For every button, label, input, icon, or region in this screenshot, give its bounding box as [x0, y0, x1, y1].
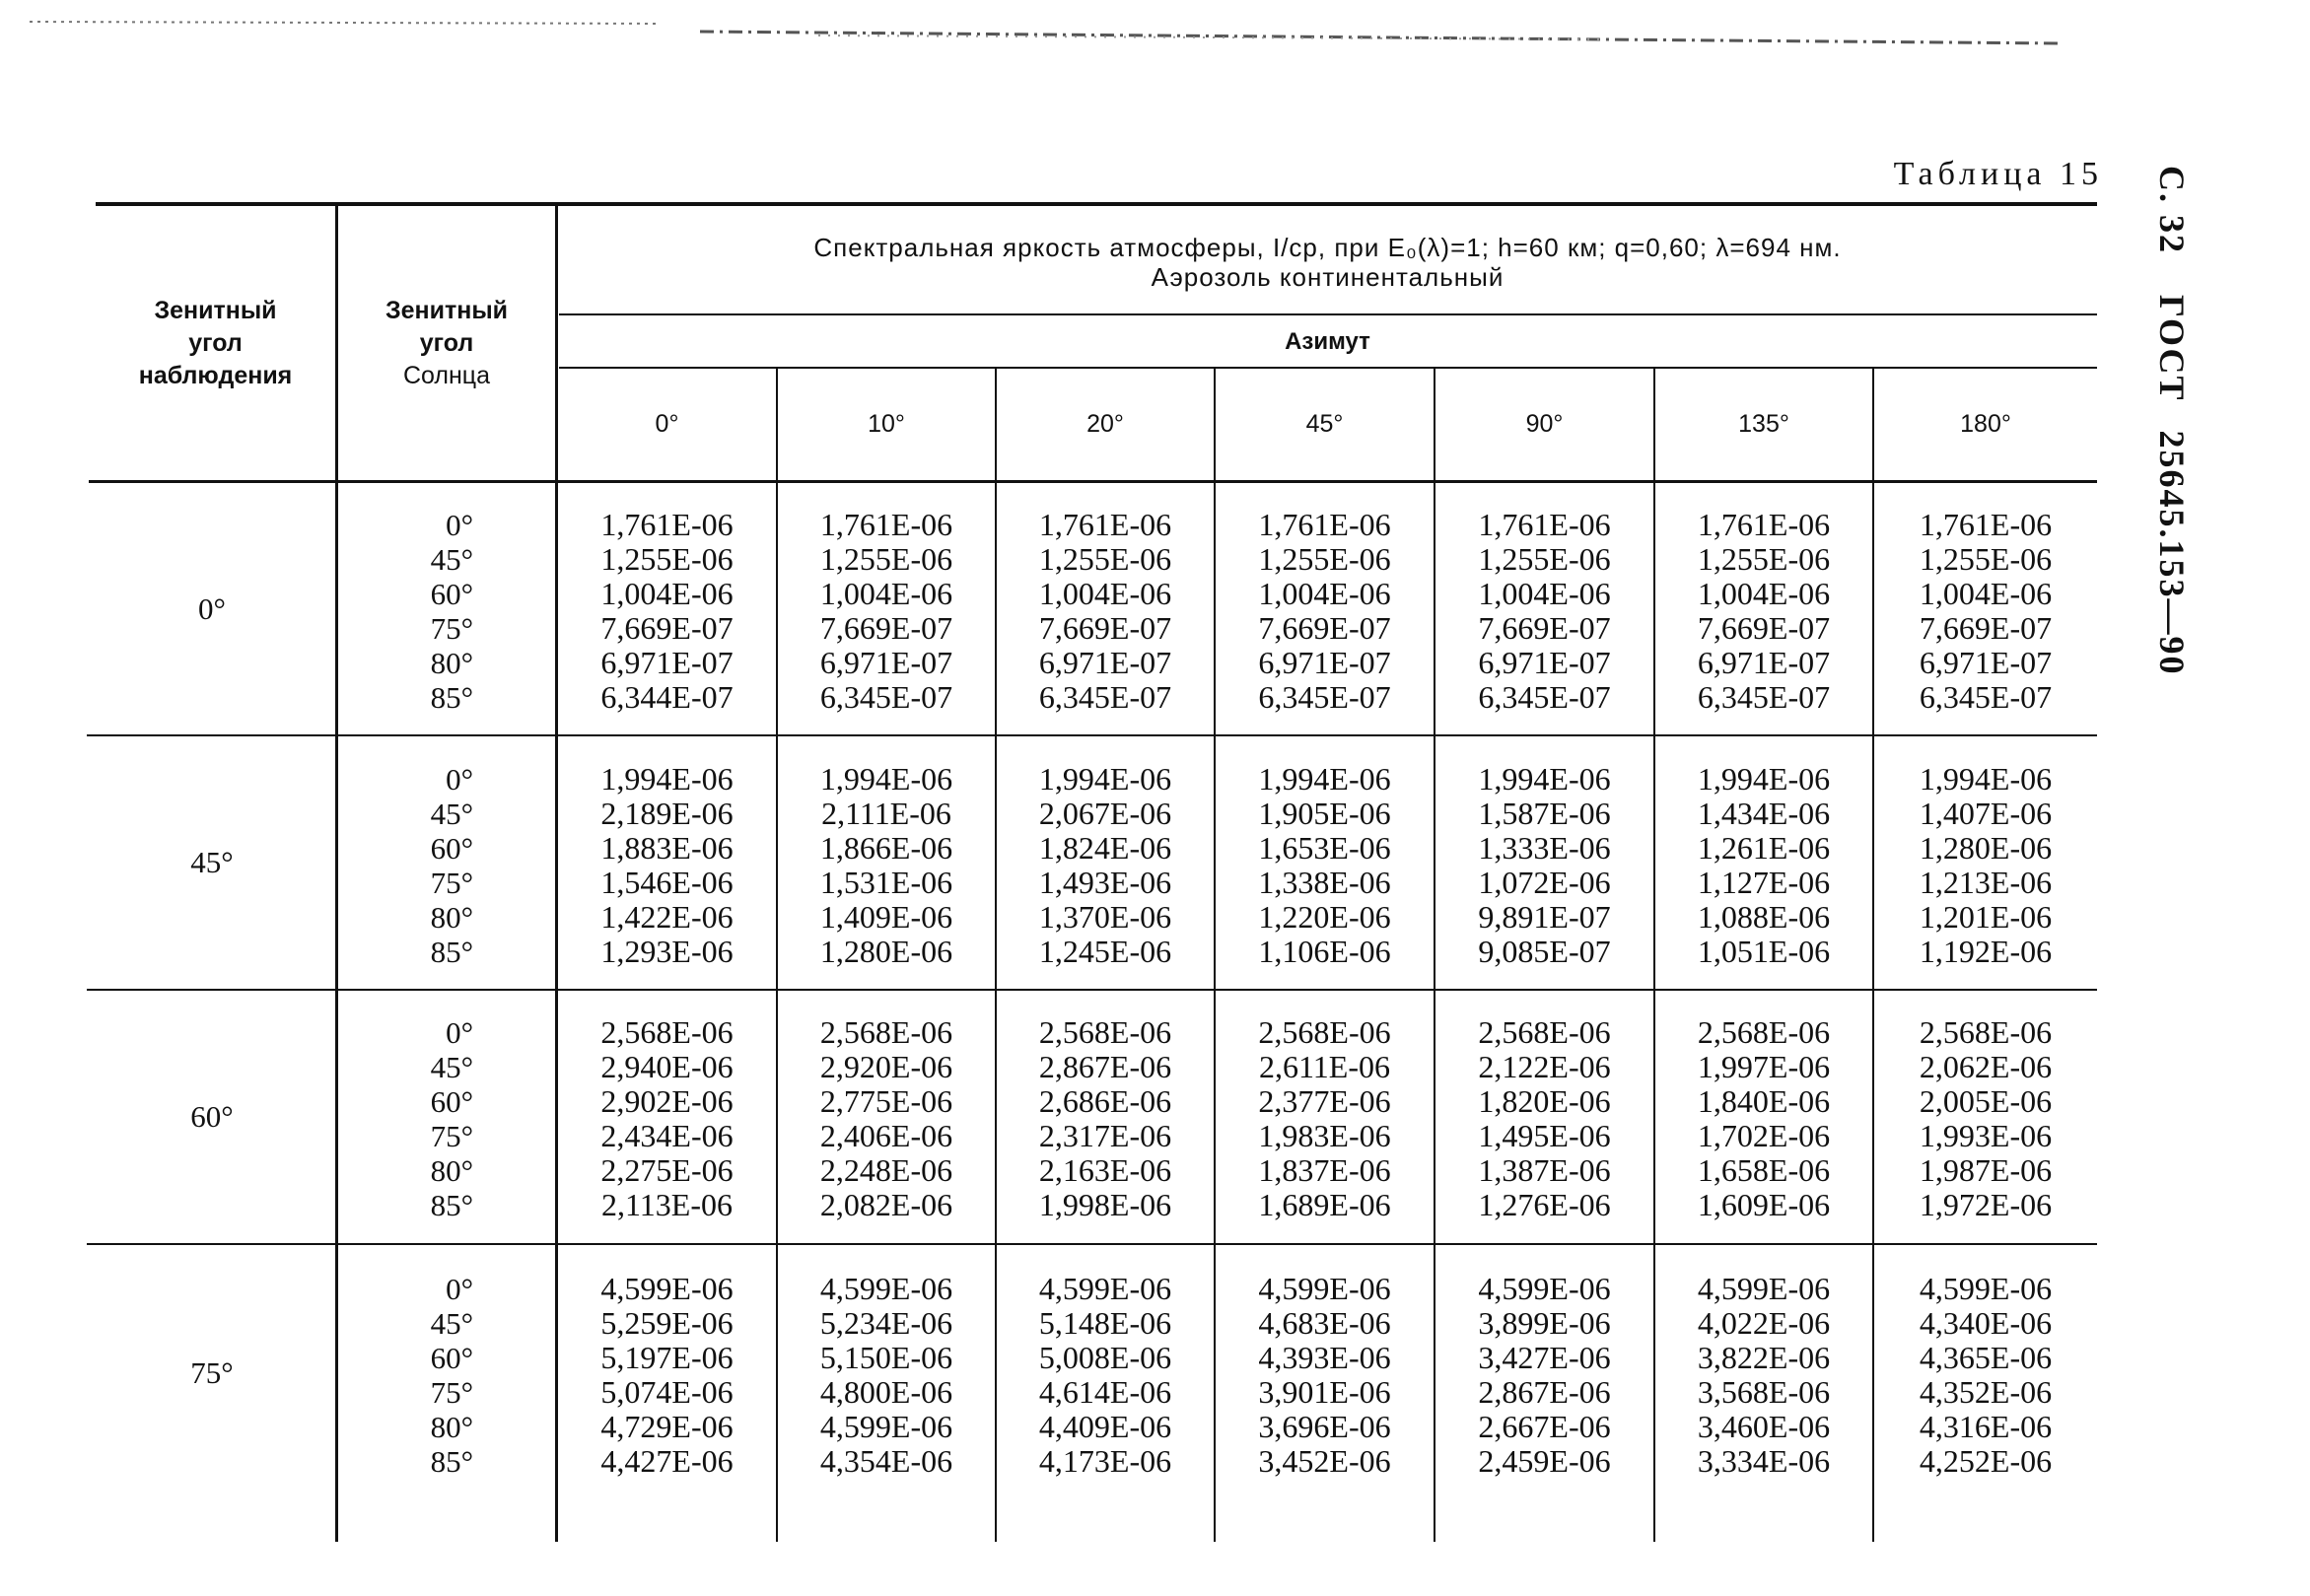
value-column-az90 [1435, 1272, 1653, 1479]
table-cell: 6,971E-07 [1697, 645, 1831, 680]
table-number-label: Таблица 15 [1893, 156, 2103, 192]
table-cell: 1,220E-06 [1258, 899, 1391, 935]
table-cell: 5,008E-06 [1038, 1340, 1172, 1375]
value-column-az45 [1216, 1015, 1434, 1222]
table-cell: 1,201E-06 [1919, 899, 2053, 935]
table-cell: 1,106E-06 [1258, 934, 1391, 969]
table-cell: 4,354E-06 [819, 1443, 953, 1479]
sun-angle-column: 0° 45° 60° 75° 80° 85° [430, 1272, 473, 1479]
table-cell: 2,568E-06 [600, 1014, 734, 1050]
azimuth-header-45: 45° [1305, 409, 1344, 438]
table-cell: 1,213E-06 [1919, 865, 2053, 900]
azimuth-header-90: 90° [1525, 409, 1564, 438]
table-cell: 4,599E-06 [1697, 1271, 1831, 1306]
value-column-az135 [1655, 508, 1872, 715]
table-cell: 1,051E-06 [1697, 934, 1831, 969]
table-cell: 6,345E-07 [1919, 679, 2053, 715]
table-cell: 5,197E-06 [600, 1340, 734, 1375]
value-column-az135 [1655, 1272, 1872, 1479]
table-cell: 3,899E-06 [1478, 1305, 1611, 1341]
table-cell: 5,074E-06 [600, 1374, 734, 1410]
value-column-az20 [997, 762, 1214, 969]
header-zenith-sun: Зенитный угол Солнца [385, 296, 509, 389]
table-cell: 1,255E-06 [600, 541, 734, 577]
table-cell: 4,393E-06 [1258, 1340, 1391, 1375]
table-cell: 1,245E-06 [1038, 934, 1172, 969]
table-cell: 5,259E-06 [600, 1305, 734, 1341]
header-zenith-observation: Зенитный угол наблюдения [138, 296, 293, 389]
table-cell: 7,669E-07 [1478, 610, 1611, 646]
table-cell: 1,702E-06 [1697, 1118, 1831, 1153]
value-column-az10 [778, 1015, 995, 1222]
table-cell: 6,344E-07 [600, 679, 734, 715]
table-cell: 1,820E-06 [1478, 1083, 1611, 1119]
table-cell: 4,599E-06 [1478, 1271, 1611, 1306]
table-cell: 1,004E-06 [819, 576, 953, 611]
table-cell: 2,940E-06 [600, 1049, 734, 1084]
table-cell: 1,689E-06 [1258, 1187, 1391, 1222]
table-cell: 6,971E-07 [1478, 645, 1611, 680]
table-cell: 3,427E-06 [1478, 1340, 1611, 1375]
table-cell: 6,345E-07 [819, 679, 953, 715]
table-cell: 4,252E-06 [1919, 1443, 2053, 1479]
value-column-az0 [558, 1015, 776, 1222]
table-cell: 3,334E-06 [1697, 1443, 1831, 1479]
table-cell: 2,111E-06 [821, 796, 951, 831]
table-cell: 1,255E-06 [1038, 541, 1172, 577]
table-cell: 3,822E-06 [1697, 1340, 1831, 1375]
table-cell: 1,280E-06 [819, 934, 953, 969]
table-cell: 1,997E-06 [1697, 1049, 1831, 1084]
table-cell: 3,901E-06 [1258, 1374, 1391, 1410]
table-cell: 2,867E-06 [1038, 1049, 1172, 1084]
table-cell: 6,971E-07 [819, 645, 953, 680]
table-cell: 1,531E-06 [819, 865, 953, 900]
table-cell: 1,587E-06 [1478, 796, 1611, 831]
table-cell: 4,340E-06 [1919, 1305, 2053, 1341]
table-cell: 1,370E-06 [1038, 899, 1172, 935]
table-cell: 1,837E-06 [1258, 1152, 1391, 1188]
table-cell: 2,568E-06 [1258, 1014, 1391, 1050]
table-cell: 2,113E-06 [600, 1187, 733, 1222]
table-cell: 2,568E-06 [1697, 1014, 1831, 1050]
table-cell: 1,972E-06 [1919, 1187, 2053, 1222]
table-cell: 1,192E-06 [1919, 934, 2053, 969]
table-cell: 2,062E-06 [1919, 1049, 2053, 1084]
azimuth-header-20: 20° [1086, 409, 1124, 438]
azimuth-header-180: 180° [1960, 409, 2011, 438]
table-cell: 2,189E-06 [600, 796, 734, 831]
table-cell: 4,316E-06 [1919, 1409, 2053, 1444]
table-cell: 1,994E-06 [1038, 761, 1172, 797]
value-column-az0 [558, 762, 776, 969]
table-cell: 6,971E-07 [1258, 645, 1391, 680]
table-cell: 2,434E-06 [600, 1118, 734, 1153]
table-cell: 3,460E-06 [1697, 1409, 1831, 1444]
table-cell: 4,365E-06 [1919, 1340, 2053, 1375]
value-column-az0 [558, 1272, 776, 1479]
table-cell: 1,127E-06 [1697, 865, 1831, 900]
group-zenith-75: 75° [190, 1355, 234, 1390]
table-cell: 2,122E-06 [1478, 1049, 1611, 1084]
table-cell: 2,377E-06 [1258, 1083, 1391, 1119]
table-cell: 1,761E-06 [819, 507, 953, 542]
table-cell: 9,891E-07 [1478, 899, 1611, 935]
table-cell: 1,866E-06 [819, 830, 953, 866]
table-cell: 4,352E-06 [1919, 1374, 2053, 1410]
table-cell: 1,004E-06 [1919, 576, 2053, 611]
value-column-az20 [997, 1015, 1214, 1222]
table-cell: 6,971E-07 [1038, 645, 1172, 680]
table-cell: 2,568E-06 [1478, 1014, 1611, 1050]
table-cell: 1,994E-06 [819, 761, 953, 797]
table-cell: 1,293E-06 [600, 934, 734, 969]
value-column-az90 [1435, 1015, 1653, 1222]
table-cell: 1,422E-06 [600, 899, 734, 935]
table-cell: 1,883E-06 [600, 830, 734, 866]
table-cell: 1,994E-06 [1697, 761, 1831, 797]
table-cell: 1,434E-06 [1697, 796, 1831, 831]
table-cell: 2,459E-06 [1478, 1443, 1611, 1479]
table-cell: 1,407E-06 [1919, 796, 2053, 831]
table-cell: 1,387E-06 [1478, 1152, 1611, 1188]
table-cell: 2,163E-06 [1038, 1152, 1172, 1188]
table-cell: 4,800E-06 [819, 1374, 953, 1410]
table-cell: 1,653E-06 [1258, 830, 1391, 866]
table-cell: 1,004E-06 [1258, 576, 1391, 611]
table-cell: 4,599E-06 [1258, 1271, 1391, 1306]
table-cell: 6,345E-07 [1697, 679, 1831, 715]
value-column-az90 [1435, 508, 1653, 715]
table-cell: 4,599E-06 [1919, 1271, 2053, 1306]
table-cell: 1,994E-06 [1919, 761, 2053, 797]
table-cell: 4,022E-06 [1697, 1305, 1831, 1341]
table-cell: 6,971E-07 [600, 645, 734, 680]
table-cell: 1,609E-06 [1697, 1187, 1831, 1222]
table-cell: 1,905E-06 [1258, 796, 1391, 831]
table-cell: 4,427E-06 [600, 1443, 734, 1479]
value-column-az45 [1216, 1272, 1434, 1479]
group-zenith-0: 0° [198, 590, 226, 626]
sun-angle-column: 0° 45° 60° 75° 80° 85° [430, 508, 473, 715]
table-cell: 1,761E-06 [1038, 507, 1172, 542]
table-cell: 1,338E-06 [1258, 865, 1391, 900]
table-cell: 2,867E-06 [1478, 1374, 1611, 1410]
header-azimuth-label: Азимут [1285, 327, 1370, 355]
table-cell: 1,261E-06 [1697, 830, 1831, 866]
table-cell: 7,669E-07 [819, 610, 953, 646]
value-column-az180 [1874, 508, 2097, 715]
table-cell: 1,987E-06 [1919, 1152, 2053, 1188]
table-cell: 1,994E-06 [1478, 761, 1611, 797]
table-cell: 1,761E-06 [1478, 507, 1611, 542]
table-cell: 6,971E-07 [1919, 645, 2053, 680]
table-cell: 1,993E-06 [1919, 1118, 2053, 1153]
table-cell: 1,994E-06 [600, 761, 734, 797]
table-cell: 1,409E-06 [819, 899, 953, 935]
table-cell: 1,088E-06 [1697, 899, 1831, 935]
table-cell: 1,983E-06 [1258, 1118, 1391, 1153]
table-cell: 1,255E-06 [1258, 541, 1391, 577]
table-cell: 4,614E-06 [1038, 1374, 1172, 1410]
table-cell: 2,248E-06 [819, 1152, 953, 1188]
value-column-az180 [1874, 1272, 2097, 1479]
table-cell: 4,599E-06 [819, 1409, 953, 1444]
value-column-az10 [778, 1272, 995, 1479]
azimuth-header-0: 0° [655, 409, 679, 438]
standard-name: ГОСТ [2152, 295, 2192, 402]
table-cell: 6,345E-07 [1478, 679, 1611, 715]
table-cell: 7,669E-07 [1258, 610, 1391, 646]
table-cell: 1,824E-06 [1038, 830, 1172, 866]
table-cell: 1,761E-06 [600, 507, 734, 542]
value-column-az135 [1655, 762, 1872, 969]
table-cell: 5,150E-06 [819, 1340, 953, 1375]
table-cell: 2,568E-06 [1919, 1014, 2053, 1050]
value-column-az180 [1874, 1015, 2097, 1222]
table-cell: 7,669E-07 [1919, 610, 2053, 646]
table-cell: 1,255E-06 [1919, 541, 2053, 577]
table-cell: 2,611E-06 [1258, 1049, 1390, 1084]
table-cell: 1,761E-06 [1697, 507, 1831, 542]
header-table-title: Спектральная яркость атмосферы, I/ср, при E₀(λ)=1; h=60 км; q=0,60; λ=694 нм. Аэрозоль континентальный [813, 233, 1842, 292]
table-cell: 1,493E-06 [1038, 865, 1172, 900]
table-cell: 4,599E-06 [1038, 1271, 1172, 1306]
table-cell: 1,072E-06 [1478, 865, 1611, 900]
value-column-az90 [1435, 762, 1653, 969]
table-cell: 7,669E-07 [1697, 610, 1831, 646]
page-number: С. 32 [2152, 166, 2192, 254]
table-cell: 2,775E-06 [819, 1083, 953, 1119]
table-cell: 6,345E-07 [1038, 679, 1172, 715]
table-cell: 4,729E-06 [600, 1409, 734, 1444]
sun-angle-column: 0° 45° 60° 75° 80° 85° [430, 1015, 473, 1222]
table-cell: 2,686E-06 [1038, 1083, 1172, 1119]
value-column-az135 [1655, 1015, 1872, 1222]
table-cell: 1,255E-06 [819, 541, 953, 577]
table-cell: 3,452E-06 [1258, 1443, 1391, 1479]
value-column-az180 [1874, 762, 2097, 969]
table-cell: 1,004E-06 [1478, 576, 1611, 611]
table-cell: 1,255E-06 [1478, 541, 1611, 577]
table-cell: 9,085E-07 [1478, 934, 1611, 969]
table-cell: 4,409E-06 [1038, 1409, 1172, 1444]
table-cell: 1,840E-06 [1697, 1083, 1831, 1119]
table-cell: 2,275E-06 [600, 1152, 734, 1188]
table-cell: 4,173E-06 [1038, 1443, 1172, 1479]
table-cell: 4,599E-06 [819, 1271, 953, 1306]
value-column-az45 [1216, 508, 1434, 715]
table-cell: 6,345E-07 [1258, 679, 1391, 715]
group-zenith-60: 60° [190, 1099, 234, 1134]
table-cell: 2,667E-06 [1478, 1409, 1611, 1444]
table-cell: 5,148E-06 [1038, 1305, 1172, 1341]
table-cell: 1,280E-06 [1919, 830, 2053, 866]
table-cell: 1,004E-06 [1038, 576, 1172, 611]
azimuth-header-10: 10° [868, 409, 905, 438]
table-cell: 1,276E-06 [1478, 1187, 1611, 1222]
table-cell: 1,994E-06 [1258, 761, 1391, 797]
table-cell: 1,546E-06 [600, 865, 734, 900]
table-cell: 2,568E-06 [1038, 1014, 1172, 1050]
table-cell: 1,255E-06 [1697, 541, 1831, 577]
value-column-az20 [997, 508, 1214, 715]
table-cell: 2,920E-06 [819, 1049, 953, 1084]
value-column-az10 [778, 508, 995, 715]
table-cell: 1,004E-06 [600, 576, 734, 611]
table-cell: 1,495E-06 [1478, 1118, 1611, 1153]
table-cell: 1,658E-06 [1697, 1152, 1831, 1188]
table-cell: 1,004E-06 [1697, 576, 1831, 611]
sun-angle-column: 0° 45° 60° 75° 80° 85° [430, 762, 473, 969]
value-column-az0 [558, 508, 776, 715]
standard-code: 25645.153—90 [2152, 430, 2192, 676]
table-cell: 7,669E-07 [600, 610, 734, 646]
value-column-az10 [778, 762, 995, 969]
table-cell: 5,234E-06 [819, 1305, 953, 1341]
table-cell: 1,761E-06 [1919, 507, 2053, 542]
value-column-az20 [997, 1272, 1214, 1479]
table-cell: 3,568E-06 [1697, 1374, 1831, 1410]
table-cell: 3,696E-06 [1258, 1409, 1391, 1444]
table-cell: 4,683E-06 [1258, 1305, 1391, 1341]
table-cell: 2,067E-06 [1038, 796, 1172, 831]
table-cell: 2,406E-06 [819, 1118, 953, 1153]
table-cell: 1,998E-06 [1038, 1187, 1172, 1222]
table-cell: 2,317E-06 [1038, 1118, 1172, 1153]
table-cell: 2,902E-06 [600, 1083, 734, 1119]
table-cell: 2,005E-06 [1919, 1083, 2053, 1119]
azimuth-header-135: 135° [1738, 409, 1789, 438]
group-zenith-45: 45° [190, 845, 234, 879]
table-cell: 1,333E-06 [1478, 830, 1611, 866]
table-cell: 7,669E-07 [1038, 610, 1172, 646]
table-cell: 4,599E-06 [600, 1271, 734, 1306]
value-column-az45 [1216, 762, 1434, 969]
table-cell: 2,082E-06 [819, 1187, 953, 1222]
table-cell: 1,761E-06 [1258, 507, 1391, 542]
table-cell: 2,568E-06 [819, 1014, 953, 1050]
